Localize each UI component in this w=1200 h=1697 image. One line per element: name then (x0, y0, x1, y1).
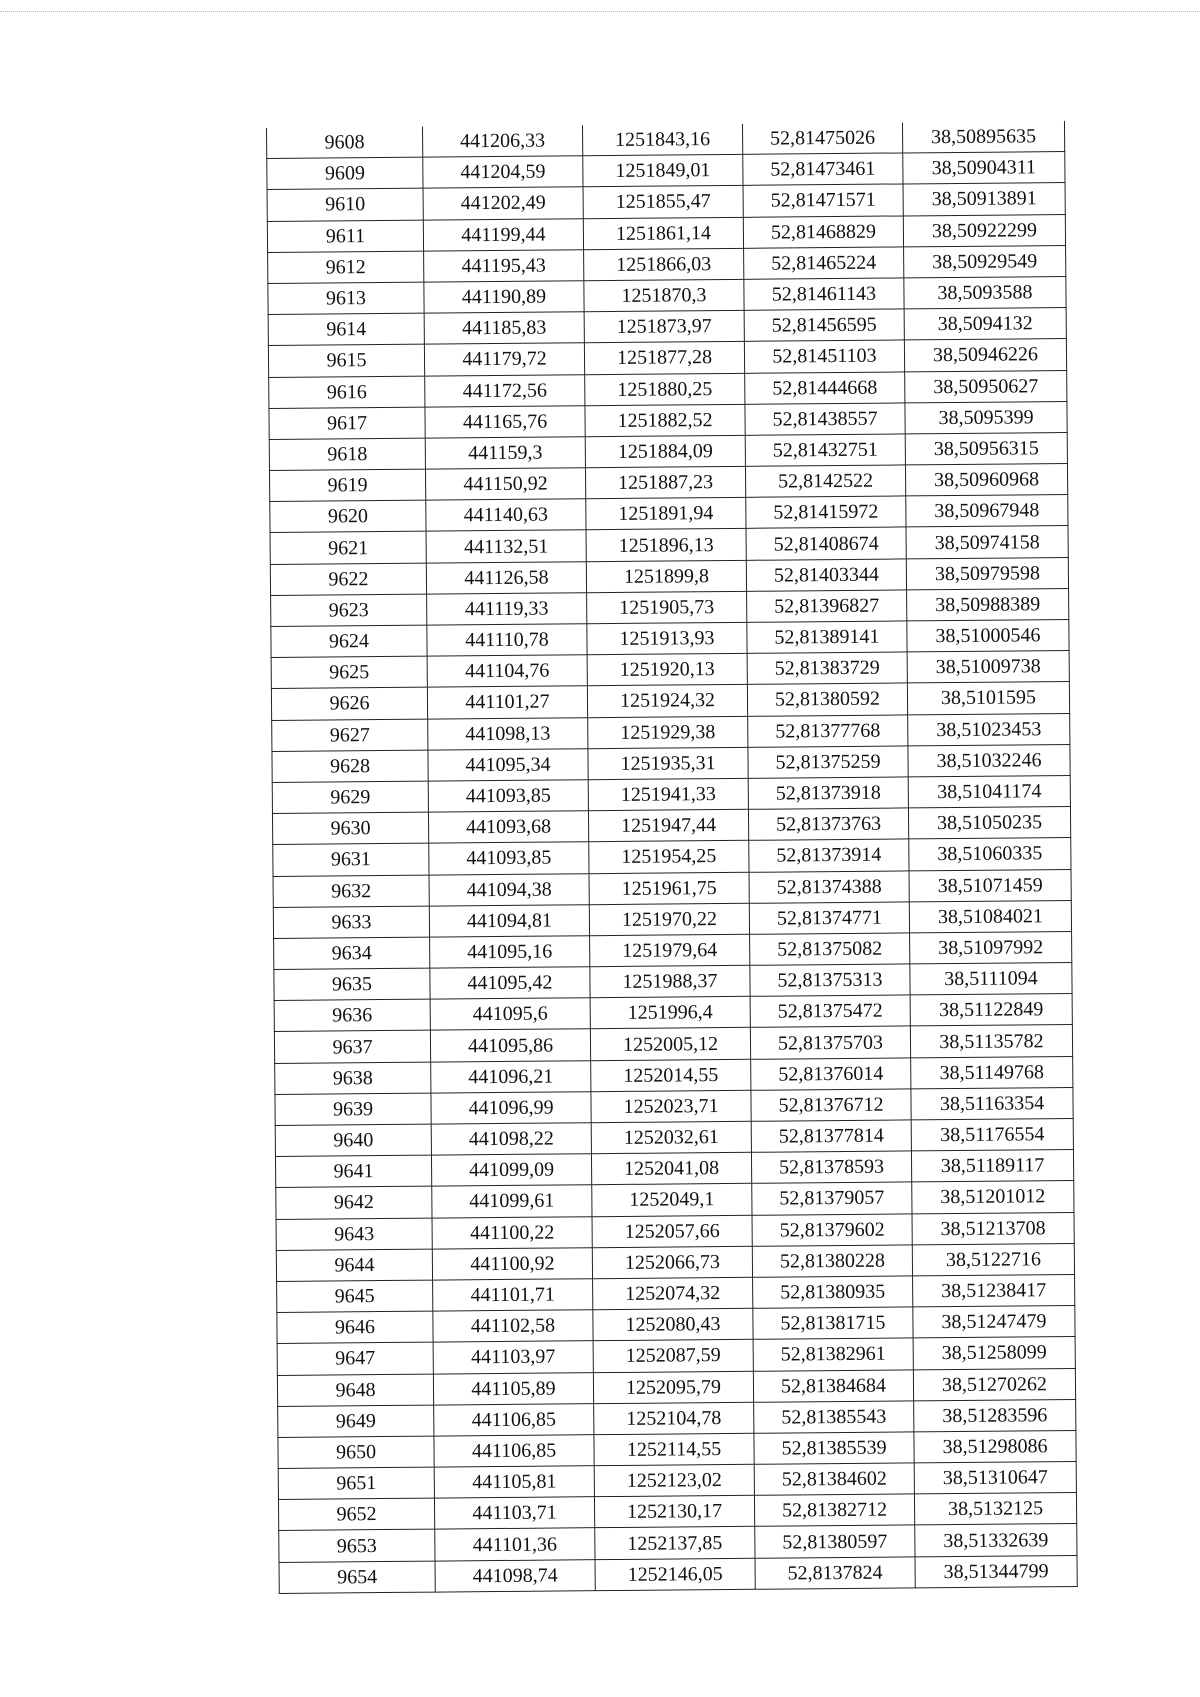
x-coordinate-cell: 441105,81 (434, 1466, 594, 1499)
x-coordinate-cell: 441103,97 (433, 1341, 593, 1374)
point-number-cell: 9621 (270, 532, 426, 565)
point-number-cell: 9648 (277, 1374, 433, 1407)
y-coordinate-cell: 1252114,55 (594, 1433, 754, 1466)
latitude-cell: 52,81375082 (750, 933, 910, 966)
latitude-cell: 52,81379057 (752, 1182, 912, 1215)
y-coordinate-cell: 1251961,75 (589, 872, 749, 905)
x-coordinate-cell: 441202,49 (423, 187, 583, 220)
y-coordinate-cell: 1252087,59 (593, 1340, 753, 1373)
longitude-cell: 38,51135782 (910, 1025, 1072, 1058)
point-number-cell: 9636 (274, 999, 430, 1032)
x-coordinate-cell: 441132,51 (426, 530, 586, 563)
y-coordinate-cell: 1252080,43 (593, 1308, 753, 1341)
y-coordinate-cell: 1251849,01 (583, 155, 743, 188)
longitude-cell: 38,5122716 (912, 1243, 1074, 1276)
latitude-cell: 52,81379602 (752, 1213, 912, 1246)
y-coordinate-cell: 1251887,23 (585, 466, 745, 499)
latitude-cell: 52,81471571 (743, 184, 903, 217)
longitude-cell: 38,51163354 (911, 1087, 1073, 1120)
y-coordinate-cell: 1252049,1 (592, 1184, 752, 1217)
longitude-cell: 38,51258099 (913, 1337, 1075, 1370)
point-number-cell: 9633 (273, 906, 429, 939)
latitude-cell: 52,8137824 (755, 1557, 915, 1590)
point-number-cell: 9645 (277, 1280, 433, 1313)
point-number-cell: 9640 (275, 1124, 431, 1157)
latitude-cell: 52,81376712 (751, 1089, 911, 1122)
latitude-cell: 52,81380597 (755, 1525, 915, 1558)
y-coordinate-cell: 1251947,44 (588, 809, 748, 842)
latitude-cell: 52,81385543 (754, 1401, 914, 1434)
longitude-cell: 38,5111094 (910, 963, 1072, 996)
point-number-cell: 9651 (278, 1467, 434, 1500)
point-number-cell: 9620 (270, 500, 426, 533)
point-number-cell: 9639 (275, 1093, 431, 1126)
x-coordinate-cell: 441095,34 (428, 748, 588, 781)
x-coordinate-cell: 441101,71 (433, 1279, 593, 1312)
point-number-cell: 9650 (278, 1436, 434, 1469)
y-coordinate-cell: 1251905,73 (587, 591, 747, 624)
point-number-cell: 9609 (267, 157, 423, 190)
y-coordinate-cell: 1251924,32 (587, 685, 747, 718)
x-coordinate-cell: 441096,21 (431, 1060, 591, 1093)
x-coordinate-cell: 441095,86 (430, 1029, 590, 1062)
longitude-cell: 38,51041174 (908, 775, 1070, 808)
longitude-cell: 38,51071459 (909, 869, 1071, 902)
point-number-cell: 9625 (271, 656, 427, 689)
longitude-cell: 38,51298086 (914, 1430, 1076, 1463)
latitude-cell: 52,81473461 (743, 153, 903, 186)
scan-edge-line (0, 11, 1200, 12)
latitude-cell: 52,81468829 (743, 216, 903, 249)
longitude-cell: 38,51176554 (911, 1118, 1073, 1151)
x-coordinate-cell: 441126,58 (426, 561, 586, 594)
longitude-cell: 38,51084021 (909, 900, 1071, 933)
longitude-cell: 38,51009738 (907, 651, 1069, 684)
x-coordinate-cell: 441101,27 (427, 686, 587, 719)
x-coordinate-cell: 441099,61 (432, 1185, 592, 1218)
y-coordinate-cell: 1251899,8 (586, 560, 746, 593)
x-coordinate-cell: 441093,68 (428, 811, 588, 844)
y-coordinate-cell: 1251896,13 (586, 529, 746, 562)
point-number-cell: 9644 (276, 1249, 432, 1282)
latitude-cell: 52,81382961 (753, 1338, 913, 1371)
y-coordinate-cell: 1251920,13 (587, 654, 747, 687)
x-coordinate-cell: 441140,63 (426, 499, 586, 532)
latitude-cell: 52,81456595 (744, 309, 904, 342)
coordinates-table-body (266, 121, 1077, 1593)
longitude-cell: 38,51097992 (910, 931, 1072, 964)
latitude-cell: 52,81415972 (746, 496, 906, 529)
y-coordinate-cell: 1251861,14 (583, 217, 743, 250)
longitude-cell: 38,51032246 (908, 744, 1070, 777)
longitude-cell: 38,51238417 (913, 1274, 1075, 1307)
x-coordinate-cell: 441098,13 (428, 717, 588, 750)
x-coordinate-cell: 441185,83 (424, 312, 584, 345)
longitude-cell: 38,50960968 (905, 464, 1067, 497)
longitude-cell: 38,51283596 (914, 1399, 1076, 1432)
x-coordinate-cell: 441100,92 (432, 1247, 592, 1280)
y-coordinate-cell: 1252057,66 (592, 1215, 752, 1248)
point-number-cell: 9627 (272, 719, 428, 752)
x-coordinate-cell: 441206,33 (422, 125, 582, 157)
point-number-cell: 9643 (276, 1218, 432, 1251)
longitude-cell: 38,50922299 (903, 214, 1065, 247)
x-coordinate-cell: 441100,22 (432, 1216, 592, 1249)
point-number-cell: 9614 (268, 313, 424, 346)
x-coordinate-cell: 441105,89 (433, 1372, 593, 1405)
latitude-cell: 52,81373918 (748, 777, 908, 810)
x-coordinate-cell: 441094,38 (429, 873, 589, 906)
y-coordinate-cell: 1252066,73 (592, 1246, 752, 1279)
latitude-cell: 52,81378593 (751, 1151, 911, 1184)
y-coordinate-cell: 1252123,02 (594, 1464, 754, 1497)
longitude-cell: 38,51060335 (909, 838, 1071, 871)
latitude-cell: 52,81373763 (748, 808, 908, 841)
x-coordinate-cell: 441179,72 (424, 343, 584, 376)
point-number-cell: 9622 (270, 563, 426, 596)
latitude-cell: 52,81377768 (748, 714, 908, 747)
y-coordinate-cell: 1251996,4 (590, 997, 750, 1030)
point-number-cell: 9634 (274, 937, 430, 970)
x-coordinate-cell: 441110,78 (427, 624, 587, 657)
x-coordinate-cell: 441102,58 (433, 1310, 593, 1343)
coordinates-table (266, 121, 1078, 1594)
x-coordinate-cell: 441106,85 (434, 1403, 594, 1436)
longitude-cell: 38,50950627 (905, 370, 1067, 403)
longitude-cell: 38,5095399 (905, 401, 1067, 434)
point-number-cell: 9646 (277, 1311, 433, 1344)
latitude-cell: 52,81465224 (744, 247, 904, 280)
longitude-cell: 38,50979598 (906, 557, 1068, 590)
longitude-cell: 38,51213708 (912, 1212, 1074, 1245)
x-coordinate-cell: 441096,99 (431, 1092, 591, 1125)
point-number-cell: 9626 (271, 687, 427, 720)
latitude-cell: 52,81444668 (745, 371, 905, 404)
longitude-cell: 38,51201012 (912, 1181, 1074, 1214)
latitude-cell: 52,81373914 (749, 839, 909, 872)
longitude-cell: 38,51310647 (914, 1462, 1076, 1495)
longitude-cell: 38,51000546 (907, 620, 1069, 653)
x-coordinate-cell: 441119,33 (427, 593, 587, 626)
point-number-cell: 9618 (269, 438, 425, 471)
y-coordinate-cell: 1251988,37 (590, 965, 750, 998)
x-coordinate-cell: 441190,89 (424, 281, 584, 314)
x-coordinate-cell: 441101,36 (435, 1528, 595, 1561)
x-coordinate-cell: 441094,81 (429, 904, 589, 937)
point-number-cell: 9629 (272, 781, 428, 814)
point-number-cell: 9619 (269, 469, 425, 502)
y-coordinate-cell: 1251877,28 (584, 342, 744, 375)
point-number-cell: 9637 (274, 1031, 430, 1064)
point-number-cell: 9630 (272, 812, 428, 845)
point-number-cell: 9647 (277, 1342, 433, 1375)
y-coordinate-cell: 1251929,38 (588, 716, 748, 749)
y-coordinate-cell: 1251866,03 (584, 248, 744, 281)
longitude-cell: 38,50929549 (904, 245, 1066, 278)
latitude-cell: 52,81438557 (745, 403, 905, 436)
latitude-cell: 52,81383729 (747, 652, 907, 685)
latitude-cell: 52,81385539 (754, 1432, 914, 1465)
y-coordinate-cell: 1251941,33 (588, 778, 748, 811)
table-row (279, 1555, 1077, 1593)
longitude-cell: 38,51247479 (913, 1306, 1075, 1339)
point-number-cell: 9608 (266, 127, 422, 159)
point-number-cell: 9623 (271, 594, 427, 627)
point-number-cell: 9628 (272, 750, 428, 783)
y-coordinate-cell: 1252095,79 (593, 1371, 753, 1404)
x-coordinate-cell: 441106,85 (434, 1435, 594, 1468)
latitude-cell: 52,81381715 (753, 1307, 913, 1340)
latitude-cell: 52,81403344 (746, 559, 906, 592)
x-coordinate-cell: 441204,59 (423, 156, 583, 189)
point-number-cell: 9615 (268, 344, 424, 377)
longitude-cell: 38,50967948 (906, 495, 1068, 528)
point-number-cell: 9613 (268, 282, 424, 315)
point-number-cell: 9632 (273, 875, 429, 908)
x-coordinate-cell: 441172,56 (425, 374, 585, 407)
latitude-cell: 52,81432751 (745, 434, 905, 467)
y-coordinate-cell: 1252041,08 (591, 1152, 751, 1185)
x-coordinate-cell: 441098,74 (435, 1559, 595, 1592)
y-coordinate-cell: 1252032,61 (591, 1121, 751, 1154)
point-number-cell: 9635 (274, 968, 430, 1001)
latitude-cell: 52,81375703 (750, 1026, 910, 1059)
latitude-cell: 52,81375472 (750, 995, 910, 1028)
latitude-cell: 52,81375259 (748, 746, 908, 779)
longitude-cell: 38,50913891 (903, 183, 1065, 216)
point-number-cell: 9654 (279, 1561, 435, 1594)
longitude-cell: 38,51023453 (908, 713, 1070, 746)
y-coordinate-cell: 1252014,55 (591, 1059, 751, 1092)
longitude-cell: 38,50956315 (905, 432, 1067, 465)
latitude-cell: 52,8142522 (745, 465, 905, 498)
x-coordinate-cell: 441093,85 (428, 780, 588, 813)
latitude-cell: 52,81382712 (754, 1494, 914, 1527)
latitude-cell: 52,81461143 (744, 278, 904, 311)
latitude-cell: 52,81384602 (754, 1463, 914, 1496)
y-coordinate-cell: 1251979,64 (590, 934, 750, 967)
longitude-cell: 38,5093588 (904, 276, 1066, 309)
point-number-cell: 9641 (275, 1155, 431, 1188)
x-coordinate-cell: 441098,22 (431, 1123, 591, 1156)
point-number-cell: 9617 (269, 407, 425, 440)
y-coordinate-cell: 1251855,47 (583, 186, 743, 219)
y-coordinate-cell: 1251873,97 (584, 310, 744, 343)
latitude-cell: 52,81396827 (747, 590, 907, 623)
latitude-cell: 52,81376014 (751, 1058, 911, 1091)
y-coordinate-cell: 1251884,09 (585, 435, 745, 468)
latitude-cell: 52,81380935 (753, 1276, 913, 1309)
y-coordinate-cell: 1252074,32 (593, 1277, 753, 1310)
point-number-cell: 9616 (269, 376, 425, 409)
longitude-cell: 38,50946226 (904, 339, 1066, 372)
x-coordinate-cell: 441093,85 (429, 842, 589, 875)
x-coordinate-cell: 441099,09 (431, 1154, 591, 1187)
x-coordinate-cell: 441165,76 (425, 405, 585, 438)
latitude-cell: 52,81377814 (751, 1120, 911, 1153)
x-coordinate-cell: 441199,44 (423, 218, 583, 251)
latitude-cell: 52,81380228 (752, 1245, 912, 1278)
longitude-cell: 38,51344799 (915, 1555, 1077, 1588)
point-number-cell: 9624 (271, 625, 427, 658)
longitude-cell: 38,5094132 (904, 308, 1066, 341)
latitude-cell: 52,81408674 (746, 527, 906, 560)
longitude-cell: 38,51332639 (915, 1524, 1077, 1557)
point-number-cell: 9638 (275, 1062, 431, 1095)
x-coordinate-cell: 441150,92 (425, 468, 585, 501)
x-coordinate-cell: 441195,43 (424, 249, 584, 282)
longitude-cell: 38,51189117 (911, 1150, 1073, 1183)
y-coordinate-cell: 1252104,78 (594, 1402, 754, 1435)
longitude-cell: 38,51270262 (913, 1368, 1075, 1401)
longitude-cell: 38,50895635 (902, 121, 1064, 153)
latitude-cell: 52,81375313 (750, 964, 910, 997)
y-coordinate-cell: 1252146,05 (595, 1558, 755, 1591)
latitude-cell: 52,81384684 (753, 1369, 913, 1402)
y-coordinate-cell: 1252023,71 (591, 1090, 751, 1123)
longitude-cell: 38,50988389 (907, 588, 1069, 621)
y-coordinate-cell: 1251882,52 (585, 404, 745, 437)
y-coordinate-cell: 1251970,22 (589, 903, 749, 936)
latitude-cell: 52,81374771 (749, 902, 909, 935)
x-coordinate-cell: 441095,42 (430, 967, 590, 1000)
latitude-cell: 52,81475026 (742, 122, 902, 154)
x-coordinate-cell: 441103,71 (434, 1497, 594, 1530)
y-coordinate-cell: 1252005,12 (590, 1028, 750, 1061)
longitude-cell: 38,5101595 (907, 682, 1069, 715)
y-coordinate-cell: 1251843,16 (582, 124, 742, 156)
point-number-cell: 9611 (267, 220, 423, 253)
longitude-cell: 38,51050235 (908, 807, 1070, 840)
y-coordinate-cell: 1251935,31 (588, 747, 748, 780)
y-coordinate-cell: 1251891,94 (586, 498, 746, 531)
point-number-cell: 9610 (267, 189, 423, 222)
point-number-cell: 9652 (278, 1498, 434, 1531)
point-number-cell: 9631 (273, 843, 429, 876)
latitude-cell: 52,81374388 (749, 870, 909, 903)
point-number-cell: 9653 (279, 1530, 435, 1563)
point-number-cell: 9649 (278, 1405, 434, 1438)
longitude-cell: 38,50904311 (903, 152, 1065, 185)
longitude-cell: 38,51122849 (910, 994, 1072, 1027)
x-coordinate-cell: 441104,76 (427, 655, 587, 688)
y-coordinate-cell: 1251954,25 (589, 841, 749, 874)
latitude-cell: 52,81389141 (747, 621, 907, 654)
y-coordinate-cell: 1252130,17 (594, 1496, 754, 1529)
latitude-cell: 52,81380592 (747, 683, 907, 716)
y-coordinate-cell: 1251870,3 (584, 279, 744, 312)
point-number-cell: 9612 (268, 251, 424, 284)
point-number-cell: 9642 (276, 1186, 432, 1219)
x-coordinate-cell: 441159,3 (425, 437, 585, 470)
longitude-cell: 38,50974158 (906, 526, 1068, 559)
y-coordinate-cell: 1252137,85 (595, 1527, 755, 1560)
longitude-cell: 38,5132125 (914, 1493, 1076, 1526)
y-coordinate-cell: 1251880,25 (585, 373, 745, 406)
y-coordinate-cell: 1251913,93 (587, 622, 747, 655)
x-coordinate-cell: 441095,16 (430, 936, 590, 969)
x-coordinate-cell: 441095,6 (430, 998, 590, 1031)
latitude-cell: 52,81451103 (744, 340, 904, 373)
longitude-cell: 38,51149768 (911, 1056, 1073, 1089)
